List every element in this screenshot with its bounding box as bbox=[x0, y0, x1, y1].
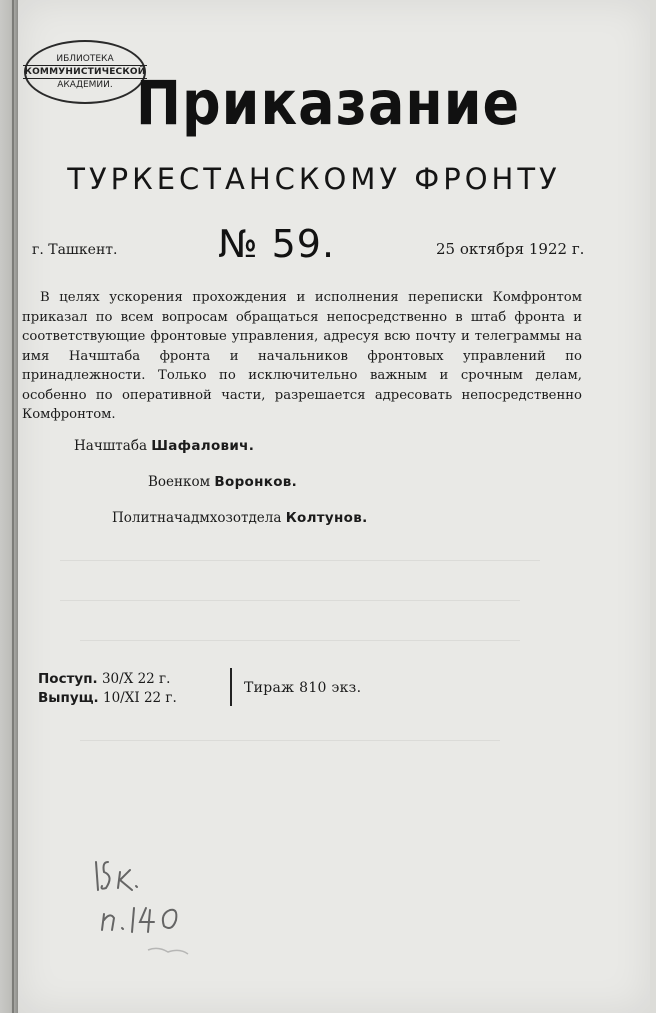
signature-commissar bbox=[148, 474, 297, 490]
signature-title: Начштаба bbox=[74, 438, 147, 454]
signature-name: Шафалович. bbox=[151, 438, 255, 454]
order-number: № 59. bbox=[218, 222, 336, 266]
signature-political-department bbox=[112, 510, 368, 526]
bleed-through bbox=[80, 740, 500, 741]
signature-title: Военком bbox=[148, 474, 211, 490]
bleed-through bbox=[60, 600, 520, 601]
bleed-through bbox=[80, 640, 520, 641]
bleed-through bbox=[60, 560, 540, 561]
scan-left-edge bbox=[0, 0, 18, 1013]
signature-name: Колтунов. bbox=[285, 510, 368, 526]
publication-info bbox=[38, 670, 177, 708]
order-date: 25 октября 1922 г. bbox=[436, 240, 585, 258]
signature-chief-of-staff bbox=[74, 438, 254, 454]
document-subtitle: ТУРКЕСТАНСКОМУ ФРОНТУ bbox=[67, 162, 561, 196]
stamp-line-3: АКАДЕМИИ. bbox=[57, 80, 113, 90]
received-value: 30/X 22 г. bbox=[101, 671, 171, 687]
signature-name: Воронков. bbox=[214, 474, 298, 490]
received-row bbox=[38, 670, 177, 689]
city: г. Ташкент. bbox=[32, 242, 118, 258]
issued-label: Выпущ. bbox=[38, 690, 99, 706]
document-title: Приказание bbox=[135, 68, 521, 139]
received-label: Поступ. bbox=[38, 671, 98, 687]
handwritten-mark-icon bbox=[88, 850, 208, 960]
circulation: Тираж 810 экз. bbox=[244, 680, 362, 696]
publication-divider bbox=[230, 668, 232, 706]
issued-row bbox=[38, 689, 177, 708]
stamp-line-2: КОММУНИСТИЧЕСКОЙ bbox=[24, 67, 146, 77]
signature-title: Политначадмхозотдела bbox=[112, 510, 282, 526]
binding-line bbox=[12, 0, 14, 1013]
issued-value: 10/XI 22 г. bbox=[102, 690, 177, 706]
order-body: В целях ускорения прохождения и исполнения переписки Комфронтом приказал по всем вопросам обращаться непосредственно в штаб фронта и соответствующие фронтовые управления, адресуя всю почту и телеграммы на имя Начштаба фронта и начальников фронтовых управлений по принадлежности. Только по исключительно важным и срочным делам, особенно по оперативной части, разрешается адресовать непосредственно Комфронтом. bbox=[22, 290, 582, 422]
stamp-line-1: ИБЛИОТЕКА bbox=[56, 54, 114, 64]
